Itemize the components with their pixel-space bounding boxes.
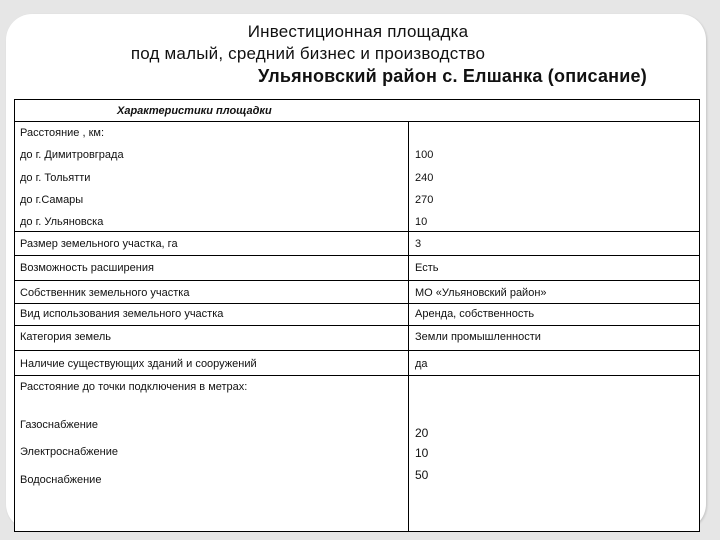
row-label: Категория земель [20, 331, 111, 343]
row-value: Аренда, собственность [415, 308, 535, 320]
table-row [15, 326, 699, 351]
row-label: до г. Ульяновска [20, 216, 104, 228]
title-line-2: под малый, средний бизнес и производство [130, 44, 486, 63]
row-value: Земли промышленности [415, 331, 541, 343]
row-value: 240 [415, 172, 434, 184]
table-row [15, 351, 699, 376]
row-label: Собственник земельного участка [20, 287, 190, 299]
row-label: до г. Тольятти [20, 172, 91, 184]
table-row [15, 142, 699, 164]
row-label: Возможность расширения [20, 262, 154, 274]
connection-label: Расстояние до точки подключения в метрах: [20, 381, 248, 393]
table-row [15, 208, 699, 232]
utility-value-electric: 10 [415, 446, 429, 460]
table-header: Характеристики площадки [117, 105, 272, 117]
utility-label-electric: Электроснабжение [20, 446, 118, 458]
table-row [15, 468, 699, 498]
row-value: Есть [415, 262, 439, 274]
utility-label-gas: Газоснабжение [20, 419, 99, 431]
distance-label: Расстояние , км: [20, 127, 105, 139]
characteristics-table [14, 99, 700, 532]
title-line-1: Инвестиционная площадка [247, 22, 469, 41]
row-value: 10 [415, 216, 428, 228]
row-value: МО «Ульяновский район» [415, 287, 547, 299]
table-row [15, 164, 699, 186]
row-value: 100 [415, 149, 434, 161]
table-row [15, 304, 699, 326]
title-line-3: Ульяновский район с. Елшанка (описание) [258, 66, 647, 86]
row-label: Наличие существующих зданий и сооружений [20, 358, 257, 370]
utility-value-gas: 20 [415, 426, 429, 440]
table-row [15, 232, 699, 256]
row-label: Вид использования земельного участка [20, 308, 224, 320]
row-value: 3 [415, 238, 422, 250]
table-row [15, 256, 699, 281]
table-row [15, 440, 699, 468]
row-value: 270 [415, 194, 434, 206]
table-row [15, 122, 699, 142]
table-row [15, 186, 699, 208]
table-row [15, 376, 699, 406]
table-header-row [15, 100, 699, 122]
row-value: да [415, 358, 428, 370]
row-label: до г. Димитровграда [20, 149, 124, 161]
table-row [15, 406, 699, 440]
utility-label-water: Водоснабжение [20, 474, 102, 486]
utility-value-water: 50 [415, 468, 429, 482]
row-label: до г.Самары [20, 194, 84, 206]
row-label: Размер земельного участка, га [20, 238, 178, 250]
table-row [15, 281, 699, 304]
